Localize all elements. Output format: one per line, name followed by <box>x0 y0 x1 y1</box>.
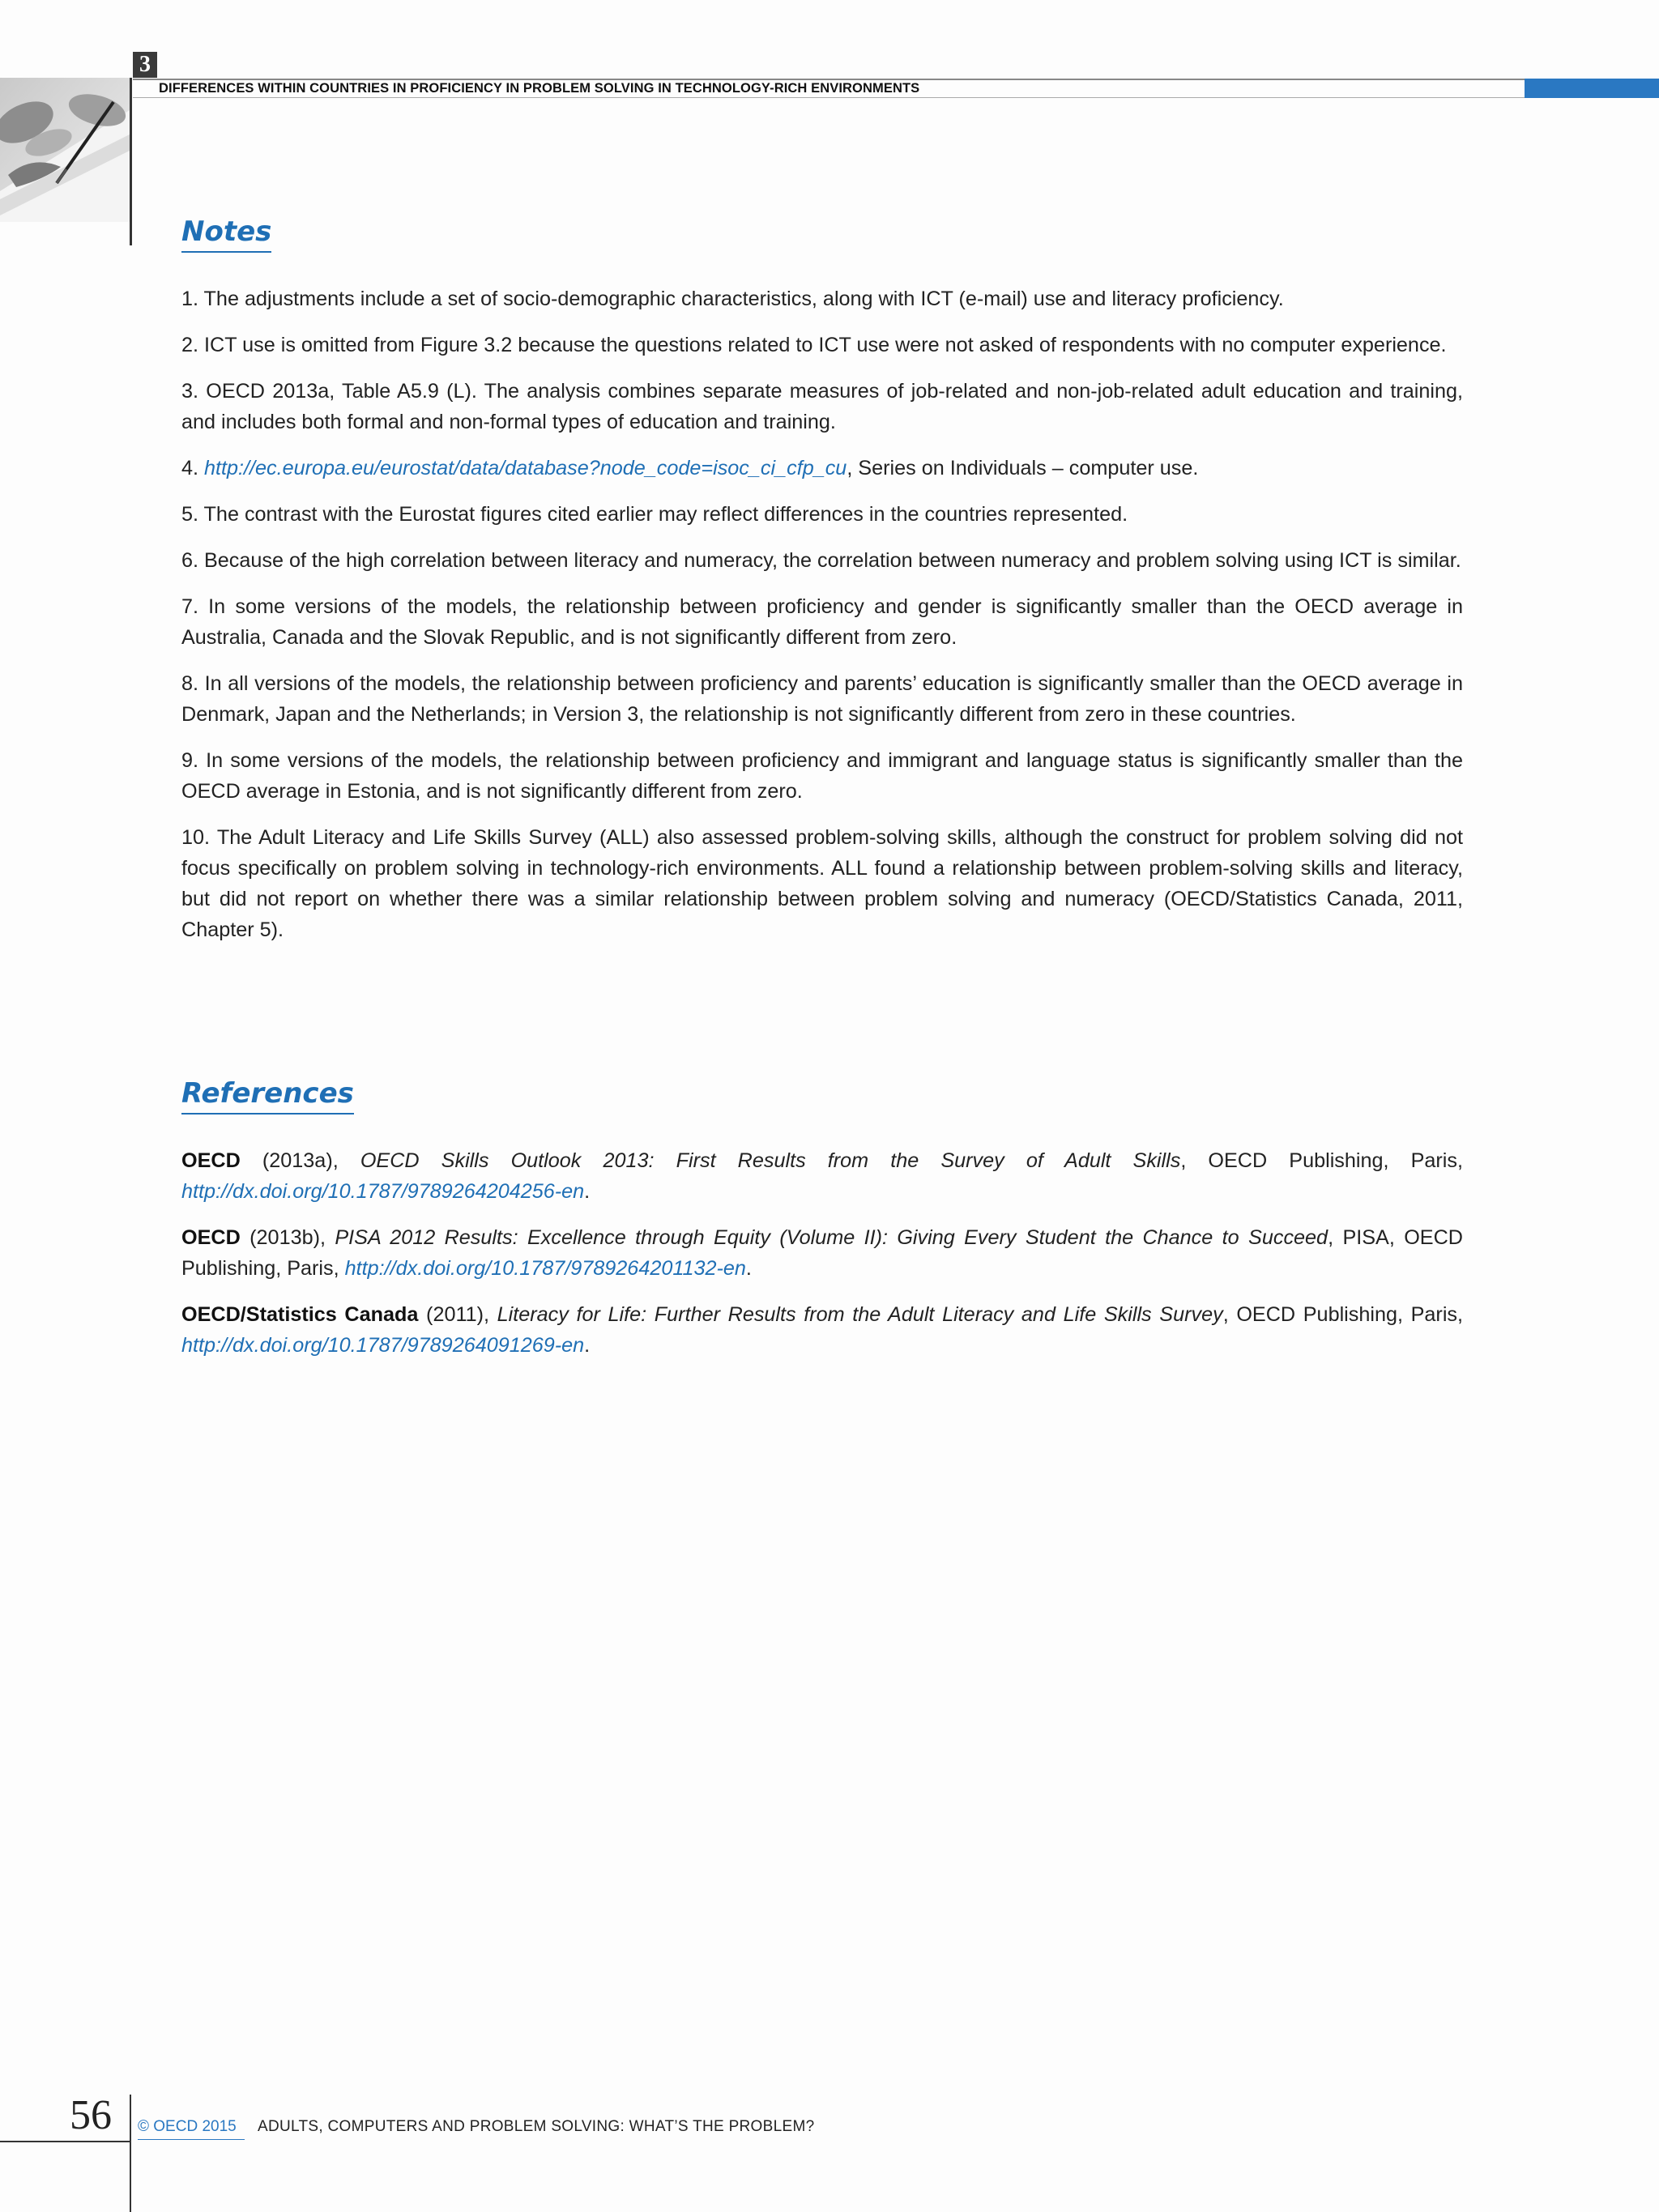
reference-link[interactable]: http://dx.doi.org/10.1787/9789264201132-en <box>344 1257 746 1280</box>
running-title: DIFFERENCES WITHIN COUNTRIES IN PROFICIENCY IN PROBLEM SOLVING IN TECHNOLOGY-RICH ENVIRONMENTS <box>159 81 920 96</box>
reference-author: OECD <box>181 1226 241 1249</box>
chapter-number: 3 <box>133 52 157 78</box>
note-7: 7. In some versions of the models, the relationship between proficiency and gender is significantly smaller than the OECD average in Australia, Canada and the Slovak Republic, and is not significantly different from zero. <box>181 595 1463 649</box>
note-9: 9. In some versions of the models, the relationship between proficiency and immigrant and language status is significantly smaller than the OECD average in Estonia, and is not significantly different from zero. <box>181 749 1463 803</box>
reference-publisher: , OECD Publishing, Paris, <box>1222 1303 1464 1326</box>
reference-end: . <box>584 1180 591 1203</box>
eurostat-link[interactable]: http://ec.europa.eu/eurostat/data/database?node_code=isoc_ci_cfp_cu <box>204 457 847 479</box>
note-6: 6. Because of the high correlation between literacy and numeracy, the correlation between numeracy and problem solving using ICT is similar. <box>181 549 1461 572</box>
note-4-number: 4. <box>181 457 205 479</box>
reference-title: PISA 2012 Results: Excellence through Equity (Volume II): Giving Every Student the Chance to Succeed <box>335 1226 1328 1249</box>
note-4-text: , Series on Individuals – computer use. <box>847 457 1199 479</box>
references-heading-text: References <box>181 1077 354 1110</box>
footer-copyright-underline <box>138 2139 245 2140</box>
reference-year: (2013b), <box>240 1226 335 1249</box>
reference-publisher: , OECD Publishing, Paris, <box>1180 1149 1463 1172</box>
reference-author: OECD <box>181 1149 241 1172</box>
header-rule-bottom <box>133 97 1525 98</box>
notes-list <box>181 283 1463 961</box>
header-photo <box>0 78 130 222</box>
references-heading-underline <box>181 1113 354 1115</box>
reference-item <box>181 1299 1463 1361</box>
reference-year: (2013a), <box>240 1149 360 1172</box>
references-list <box>181 1145 1463 1376</box>
page-number: 56 <box>70 2092 112 2138</box>
reference-publisher: , PISA, OECD Publishing, Paris, <box>181 1226 1463 1280</box>
header-accent-bar <box>1525 79 1659 98</box>
reference-author: OECD/Statistics Canada <box>181 1303 419 1326</box>
reference-link[interactable]: http://dx.doi.org/10.1787/9789264091269-en <box>181 1334 585 1357</box>
note-3: 3. OECD 2013a, Table A5.9 (L). The analysis combines separate measures of job-related and non-job-related adult education and training, and includes both formal and non-formal types of education and training. <box>181 380 1463 433</box>
footer-rule <box>0 2141 131 2142</box>
notes-heading-text: Notes <box>181 215 272 248</box>
notes-heading <box>181 215 271 248</box>
footer-book-title: ADULTS, COMPUTERS AND PROBLEM SOLVING: WHAT’S THE PROBLEM? <box>258 2118 815 2135</box>
footer-vertical-rule <box>130 2095 131 2212</box>
reference-end: . <box>745 1257 752 1280</box>
reference-year: (2011), <box>418 1303 497 1326</box>
references-heading <box>181 1077 354 1110</box>
note-4 <box>181 453 1463 484</box>
header-rule <box>133 79 1525 80</box>
reference-link[interactable]: http://dx.doi.org/10.1787/9789264204256-en <box>181 1180 585 1203</box>
header-vertical-rule <box>130 78 132 245</box>
reference-item <box>181 1222 1463 1284</box>
note-8: 8. In all versions of the models, the relationship between proficiency and parents’ education is significantly smaller than the OECD average in Denmark, Japan and the Netherlands; in Version 3, the relationship is not significantly different from zero in these countries. <box>181 672 1463 726</box>
reference-end: . <box>584 1334 591 1357</box>
note-2: 2. ICT use is omitted from Figure 3.2 because the questions related to ICT use were not asked of respondents with no computer experience. <box>181 334 1447 356</box>
reference-item <box>181 1145 1463 1207</box>
reference-title: Literacy for Life: Further Results from the Adult Literacy and Life Skills Survey <box>497 1303 1223 1326</box>
footer-copyright: © OECD 2015 <box>138 2118 237 2135</box>
note-10: 10. The Adult Literacy and Life Skills Survey (ALL) also assessed problem-solving skills, although the construct for problem solving did not focus specifically on problem solving in technology-rich environments. ALL found a relationship between problem-solving skills and literacy, but did not report on whether there was a similar relationship between problem solving and numeracy (OECD/Statistics Canada, 2011, Chapter 5). <box>181 826 1463 941</box>
note-5: 5. The contrast with the Eurostat figures cited earlier may reflect differences in the countries represented. <box>181 503 1128 526</box>
reference-title: OECD Skills Outlook 2013: First Results from the Survey of Adult Skills <box>360 1149 1181 1172</box>
note-1: 1. The adjustments include a set of socio-demographic characteristics, along with ICT (e-mail) use and literacy proficiency. <box>181 288 1284 310</box>
notes-heading-underline <box>181 251 271 253</box>
